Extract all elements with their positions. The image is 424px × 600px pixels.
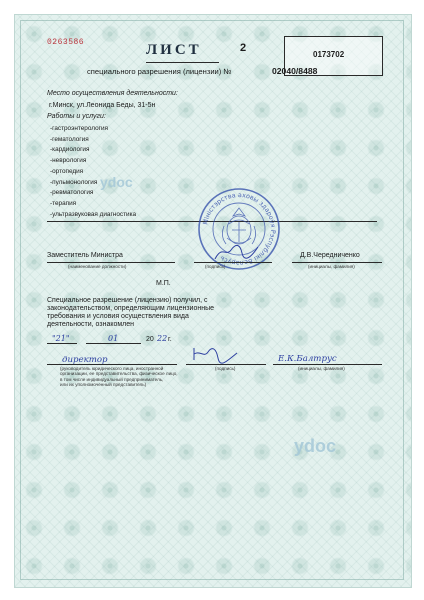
- receiver-position-line: [47, 364, 177, 365]
- acknowledgment-line: требования и условия осуществления вида: [47, 313, 189, 320]
- license-form-number: 0173702: [313, 50, 345, 59]
- service-item: -гастроэнтерология: [50, 125, 108, 132]
- serial-number-red: 0263586: [47, 38, 85, 47]
- acknowledgment-line: законодательством, определяющим лицензионные: [47, 305, 214, 312]
- license-number: 02040/8488: [272, 66, 318, 76]
- acknowledgment-line: деятельности, ознакомлен: [47, 321, 135, 328]
- signatory-name: Д.В.Чередниченко: [300, 252, 360, 259]
- stamp-place-label: М.П.: [156, 280, 171, 287]
- service-item: -пульмонология: [50, 178, 98, 186]
- date-day-line: [47, 343, 77, 344]
- sheet-number: 2: [240, 42, 247, 54]
- service-item: -кардиология: [50, 146, 90, 154]
- services-list: [50, 124, 136, 220]
- place-address: г.Минск, ул.Леонида Беды, 31-5н: [49, 102, 156, 109]
- receiver-caption-line: или их уполномоченный представитель): [60, 382, 147, 388]
- receiver-signature-line: [186, 364, 266, 365]
- services-label: Работы и услуги:: [47, 113, 106, 120]
- receiver-caption-name: (инициалы, фамилия): [298, 366, 345, 371]
- receiver-handwritten-position: директор: [62, 355, 108, 365]
- service-item: -неврология: [50, 157, 87, 165]
- service-item: -ультразвуковая диагностика: [50, 210, 137, 218]
- caption-name: (инициалы, фамилия): [308, 264, 355, 269]
- caption-position: (наименование должности): [68, 264, 127, 269]
- receiver-name-line: [273, 364, 382, 365]
- receiver-caption: [60, 366, 178, 388]
- service-item: -терапия: [50, 199, 77, 207]
- sheet-title: ЛИСТ: [146, 42, 202, 58]
- signatory-position: Заместитель Министра: [47, 252, 123, 259]
- date-year-suffix: 22: [157, 334, 168, 343]
- service-item: -гематология: [50, 135, 89, 143]
- service-item: -ортопедия: [50, 167, 84, 175]
- stamp-ring-text: Міністэрства аховы здароўя Рэспублікі Беларусь: [201, 190, 278, 268]
- caption-signature: (подпись): [205, 264, 226, 269]
- receiver-caption-signature: (подпись): [215, 366, 236, 371]
- date-year-end: г.: [168, 336, 172, 343]
- watermark: ydoc: [100, 174, 133, 190]
- receiver-handwritten-signature: [190, 344, 240, 366]
- date-day: "21": [52, 334, 70, 343]
- receiver-handwritten-name: Е.К.Балтрус: [278, 354, 337, 364]
- receiver-caption-line: организации, ее представительства, физическое лицо,: [60, 371, 178, 377]
- place-label: Место осуществления деятельности:: [47, 90, 178, 97]
- receiver-caption-line: (руководитель юридического лица, иностранной: [60, 366, 164, 371]
- watermark: ydoc: [294, 436, 337, 456]
- date-month-line: [86, 343, 141, 344]
- position-line: [47, 262, 175, 263]
- name-line: [292, 262, 382, 263]
- subtitle-prefix: специального разрешения (лицензии) №: [87, 67, 232, 76]
- receiver-caption-line: в том числе индивидуальный предприниматель,: [60, 376, 164, 382]
- service-item: -ревматология: [50, 189, 94, 197]
- title-underline: [146, 62, 219, 63]
- acknowledgment-line: Специальное разрешение (лицензию) получил, с: [47, 297, 208, 304]
- date-year-prefix: 20: [146, 336, 154, 343]
- signatory-handwritten-signature: [212, 241, 262, 263]
- date-month: 01: [108, 334, 119, 343]
